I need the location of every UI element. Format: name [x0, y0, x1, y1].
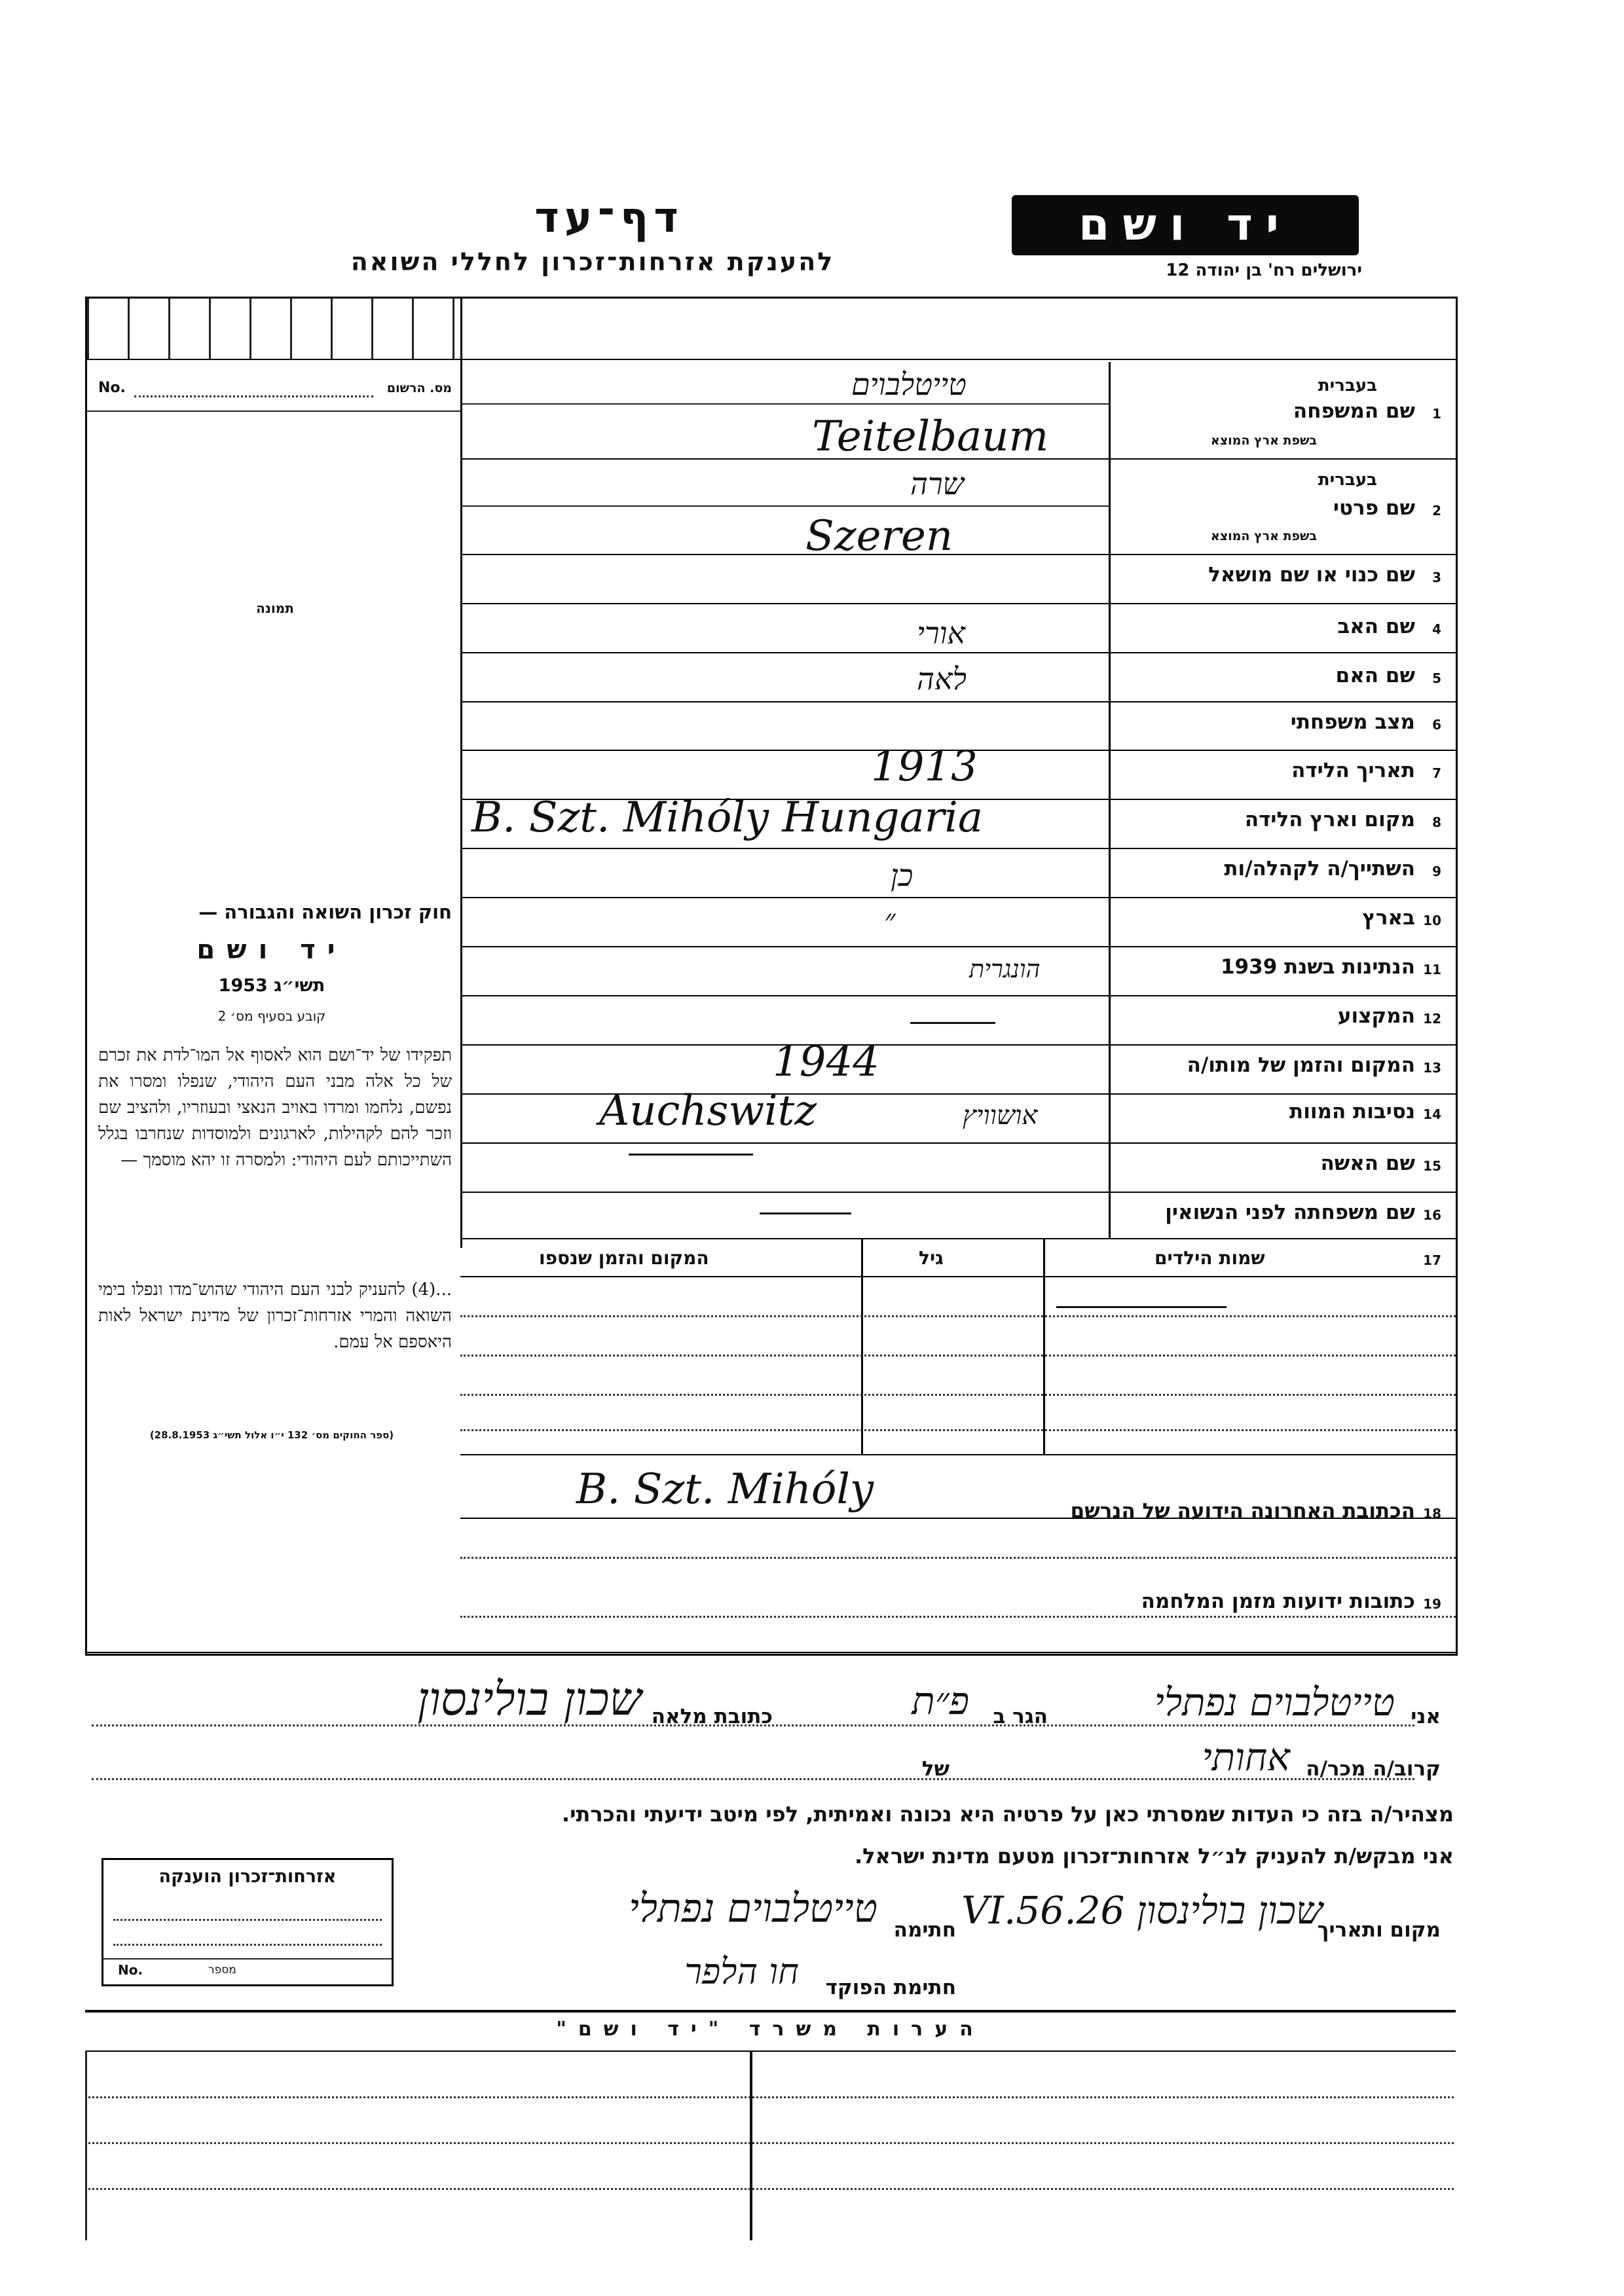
law-paragraph-1: תפקידו של יד־ושם הוא לאסוף אל המו־לדת את זכרם של כל אלה מבני העם היהודי, שנפלו ומסרו את נפשם, נלחמו ומרדו באויב הנאצי ובעוזריו, ולהציב שם וזכר להם לקהילות, לארגונים ולמוסדות שנחרבו בגלל השתייכותם לעם היהודי: ולמסרה זו יהא מוסמך —	[98, 1046, 452, 1170]
resides-label: הגר ב	[993, 1705, 1048, 1728]
header-address: ירושלים רח' בן יהודה 12	[1166, 261, 1362, 280]
field-number: 4	[1432, 621, 1441, 637]
field-number: 13	[1423, 1060, 1441, 1076]
field-birth-date[interactable]	[1109, 750, 1456, 799]
field-number: 19	[1423, 1596, 1441, 1612]
field-label: בארץ	[1362, 906, 1415, 930]
last-address-value: B. Szt. Mihóly	[576, 1465, 874, 1514]
field-wife-name[interactable]	[1109, 1142, 1456, 1192]
field-number: 1	[1432, 406, 1441, 422]
first-name-hebrew-value: שרה	[910, 466, 965, 501]
field-label: כתובות ידועות מזמן המלחמה	[1141, 1590, 1415, 1613]
maiden-name-strike	[760, 1212, 851, 1214]
declaration-statement: מצהיר/ה בזה כי העדות שמסרתי כאן על פרטיה היא נכונה ואמיתית, לפי מיטב ידיעתי והכרתי.	[561, 1802, 1454, 1827]
family-name-latin-value: Teitelbaum	[812, 412, 1049, 461]
birth-date-value: 1913	[871, 742, 978, 791]
death-circumstances-latin-value: Auchswitz	[599, 1087, 817, 1135]
declaration-line-1[interactable]	[92, 1672, 1454, 1735]
field-number: 10	[1423, 913, 1441, 928]
death-underline	[629, 1154, 753, 1156]
death-year-value: 1944	[773, 1038, 879, 1086]
photo-label: תמונה	[256, 600, 294, 616]
relative-value: אחותי	[1202, 1735, 1290, 1779]
field-number: 15	[1423, 1158, 1441, 1174]
first-name-latin-value: Szeren	[805, 512, 953, 560]
field-label: שם כנוי או שם מושאל	[1208, 563, 1415, 587]
col-place-time: המקום והזמן שנספו	[539, 1247, 709, 1269]
occupation-strike	[910, 1022, 995, 1024]
signature-label: חתימה	[893, 1918, 956, 1942]
citizenship-box-title: אזרחות־זכרון הוענקה	[158, 1867, 337, 1887]
citizenship-no-label: No.	[118, 1962, 143, 1978]
children-strike	[1056, 1306, 1227, 1308]
col-children-names: שמות הילדים	[1154, 1247, 1265, 1269]
official-signature[interactable]	[419, 1951, 1454, 2003]
official-label: חתימת הפוקד	[825, 1976, 956, 1999]
field-number: 6	[1432, 717, 1441, 733]
sub-label-origin: בשפת ארץ המוצא	[1210, 433, 1317, 448]
logo-text: יד ושם	[1079, 199, 1292, 251]
field-label: נסיבות המוות	[1289, 1100, 1415, 1123]
citizenship-value: הונגרית	[969, 955, 1041, 983]
field-label: המקום והזמן של מותו/ה	[1187, 1053, 1415, 1077]
field-last-known-address[interactable]	[904, 1499, 1456, 1525]
signature-line[interactable]	[419, 1886, 1454, 1951]
birth-place-value: B. Szt. Mihóly Hungaria	[471, 793, 983, 842]
field-marital-status[interactable]	[1109, 701, 1456, 750]
sub-label-hebrew: בעברית	[1318, 470, 1377, 490]
field-first-name[interactable]	[1109, 458, 1456, 554]
citizenship-number-label: מספר	[208, 1963, 236, 1977]
field-death-place-time[interactable]	[1109, 1044, 1456, 1093]
remarks-title: הערות משרד "יד ושם"	[556, 2018, 985, 2041]
law-name: יד ושם	[196, 935, 347, 965]
of-label: של	[921, 1757, 950, 1781]
field-number: 5	[1432, 670, 1441, 686]
law-paragraph-2: ...(4) להעניק לבני העם היהודי שהוש־מדו ונפלו בימי השואה והמרי אזרחות־זכרון של מדינת ישראל לאות היאספם אל עמם.	[98, 1280, 452, 1352]
field-label: שם משפחתה לפני הנשואין	[1165, 1201, 1415, 1224]
declarant-label: אני	[1411, 1705, 1441, 1728]
sub-label-origin: בשפת ארץ המוצא	[1210, 529, 1317, 543]
field-family-name[interactable]	[1109, 364, 1456, 458]
official-value: חו הלפר	[684, 1951, 799, 1992]
field-occupation[interactable]	[1109, 995, 1456, 1044]
field-label: שם האם	[1335, 664, 1415, 687]
sub-label-hebrew: בעברית	[1318, 376, 1377, 395]
field-label: שם המשפחה	[1293, 399, 1415, 423]
place-date-label: מקום ותאריך	[1317, 1918, 1441, 1942]
field-label: מקום וארץ הלידה	[1244, 808, 1415, 831]
field-label: השתייך/ה לקהלה/ות	[1224, 857, 1415, 881]
field-number: 3	[1432, 570, 1441, 585]
field-number: 18	[1423, 1506, 1441, 1522]
field-number: 12	[1423, 1011, 1441, 1027]
field-number: 14	[1423, 1106, 1441, 1122]
family-name-hebrew-value: טייטלבוים	[851, 367, 967, 402]
children-field-number: 17	[1423, 1252, 1441, 1268]
col-age: גיל	[919, 1247, 944, 1269]
full-address-label: כתובת מלאה	[651, 1705, 773, 1728]
death-circumstances-hebrew-value: אושוויץ	[963, 1101, 1038, 1131]
field-mother-name[interactable]	[1109, 652, 1456, 701]
law-section: קובע בסעיף מס׳ 2	[217, 1008, 326, 1024]
registration-number-boxes	[87, 299, 460, 359]
law-citation: (ספר החוקים מס׳ 132 י״ו אלול תשי״ג 28.8.1953)	[149, 1429, 394, 1441]
field-number: 11	[1423, 962, 1441, 977]
field-nickname[interactable]	[1109, 554, 1456, 603]
field-label: המקצוע	[1337, 1004, 1415, 1028]
field-number: 2	[1432, 503, 1441, 519]
community-value: כן	[891, 858, 913, 893]
field-label: שם האשה	[1320, 1152, 1415, 1175]
field-label: תאריך הלידה	[1291, 759, 1415, 782]
registration-no-field[interactable]	[98, 380, 452, 406]
declarant-value: טייטלבוים נפתלי	[1154, 1680, 1395, 1724]
field-label: שם האב	[1337, 615, 1415, 638]
field-death-circumstances[interactable]	[1109, 1093, 1456, 1142]
full-address-value: שכון בולינסון	[417, 1672, 642, 1726]
declaration-request: אני מבקש/ת להעניק לנ״ל אזרחות־זכרון מטעם מדינת ישראל.	[855, 1844, 1454, 1868]
field-wartime-addresses[interactable]	[904, 1590, 1456, 1616]
field-citizenship-1939[interactable]	[1109, 946, 1456, 995]
father-name-value: אורי	[917, 615, 966, 651]
law-year: תשי״ג 1953	[218, 975, 325, 996]
form-subtitle: להענקת אזרחות־זכרון לחללי השואה	[350, 247, 835, 276]
field-number: 9	[1432, 864, 1441, 879]
declaration-line-2[interactable]	[92, 1735, 1454, 1787]
country-value: ״	[884, 902, 896, 938]
field-label: הכתובת האחרונה הידועה של הנרשם	[1070, 1499, 1415, 1523]
field-number: 16	[1423, 1207, 1441, 1223]
signature-value: טייטלבוים נפתלי	[629, 1886, 877, 1931]
form-title: דף־עד	[534, 194, 684, 242]
remarks-area[interactable]	[85, 2050, 1456, 2247]
children-table	[460, 1238, 1456, 1454]
reg-no-label-he: מס. הרשום	[386, 381, 452, 395]
field-wife-maiden-name[interactable]	[1109, 1192, 1456, 1238]
citizenship-granted-box	[101, 1858, 394, 1986]
field-community[interactable]	[1109, 848, 1456, 897]
resides-value: פ״ת	[912, 1679, 969, 1723]
field-number: 8	[1432, 814, 1441, 830]
yad-vashem-logo	[1012, 195, 1359, 255]
field-label: הנתינות בשנת 1939	[1220, 955, 1415, 979]
field-label: מצב משפחתי	[1290, 710, 1415, 734]
mother-name-value: לאה	[917, 661, 967, 697]
place-date-value: שכון בולינסון 26.VI.56	[961, 1888, 1323, 1933]
field-label: שם פרטי	[1333, 496, 1415, 520]
field-number: 7	[1432, 765, 1441, 781]
relative-label: קרוב/ה מכר/ה	[1306, 1757, 1441, 1781]
field-country[interactable]	[1109, 897, 1456, 946]
law-title: חוק זכרון השואה והגבורה —	[198, 901, 452, 923]
reg-no-label-en: No.	[98, 380, 126, 396]
field-birth-place[interactable]	[1109, 799, 1456, 848]
field-father-name[interactable]	[1109, 603, 1456, 652]
